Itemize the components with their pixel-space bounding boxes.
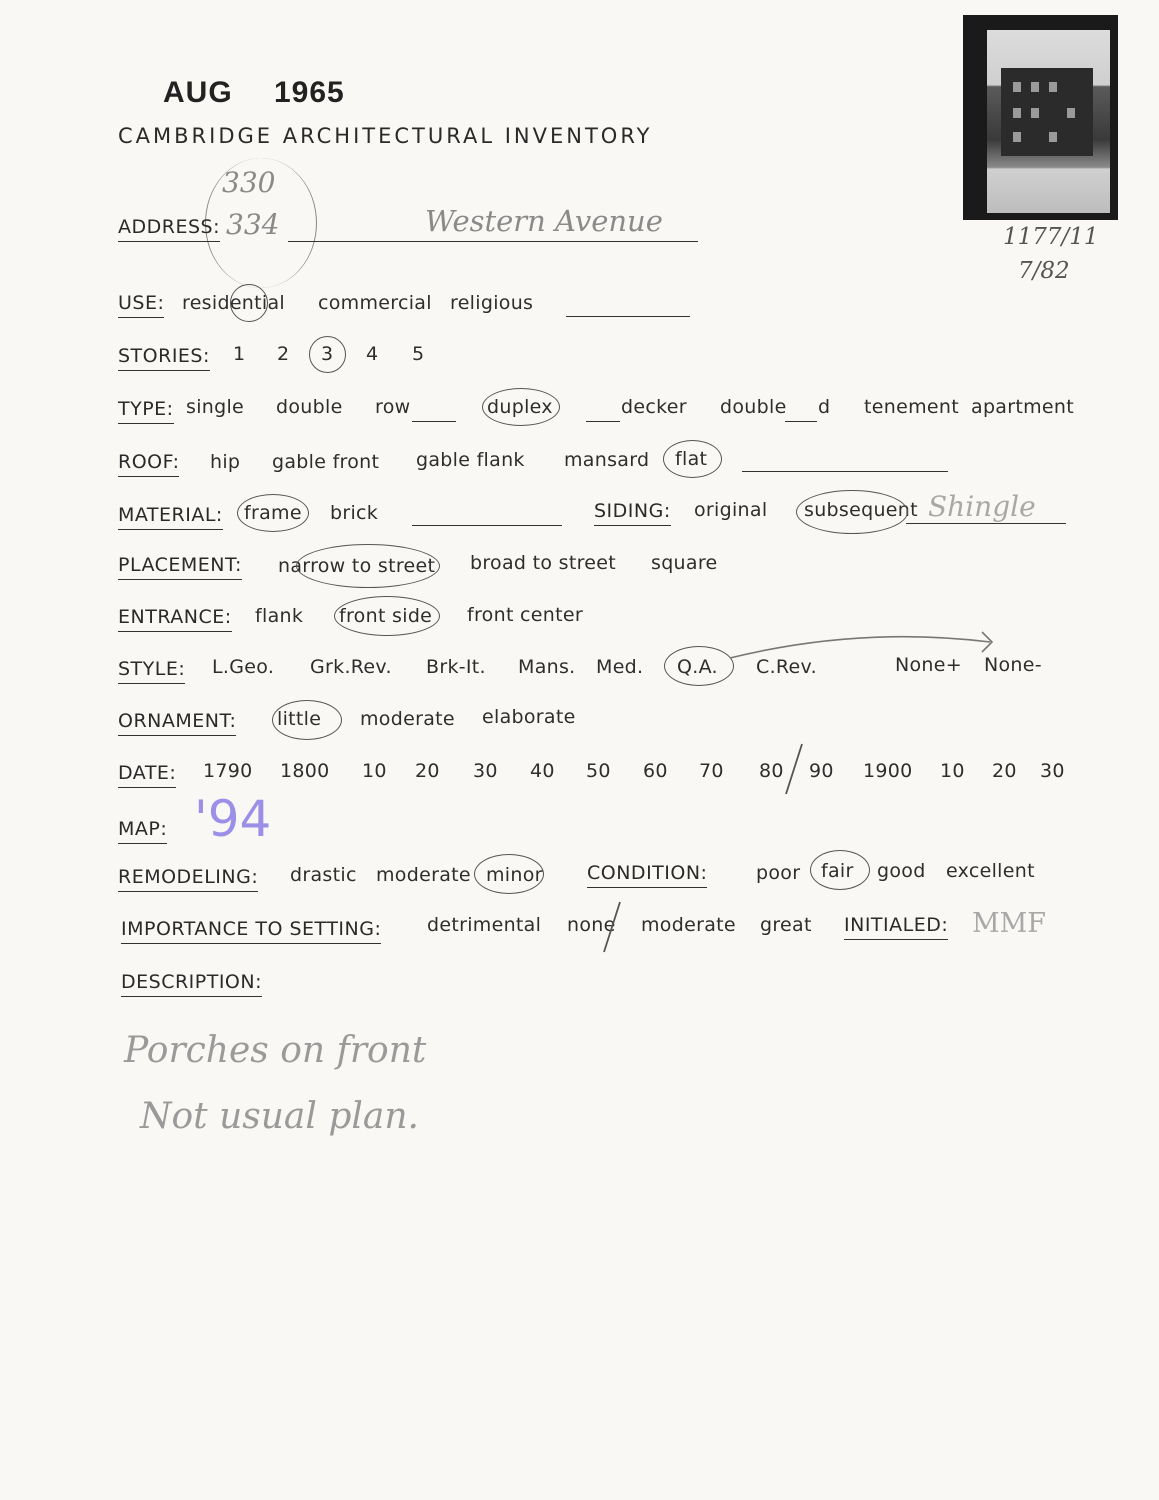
type-double: double (276, 396, 343, 418)
roof-gable-flank: gable flank (416, 449, 525, 471)
placement-label: PLACEMENT: (118, 554, 242, 580)
style-crev: C.Rev. (756, 656, 817, 678)
date-80: 80 (759, 760, 784, 782)
date-30: 30 (473, 760, 498, 782)
date-50: 50 (586, 760, 611, 782)
date-20: 20 (415, 760, 440, 782)
selection-circle (796, 490, 908, 534)
date-1900: 1900 (863, 760, 913, 782)
style-med: Med. (596, 656, 644, 678)
selection-circle (272, 700, 342, 740)
date-1910: 10 (940, 760, 965, 782)
building-photo (963, 15, 1118, 220)
stories-label: STORIES: (118, 345, 210, 371)
use-residential: residential (182, 292, 286, 314)
type-decker-line (586, 420, 620, 422)
roof-mansard: mansard (564, 449, 650, 471)
remodeling-moderate: moderate (376, 864, 471, 886)
siding-subsequent: subsequent (804, 499, 918, 521)
date-1790: 1790 (203, 760, 253, 782)
address-number-lower: 334 (226, 208, 280, 241)
condition-label: CONDITION: (587, 862, 707, 888)
address-number-upper: 330 (222, 166, 276, 199)
remodeling-label: REMODELING: (118, 866, 258, 892)
style-label: STYLE: (118, 658, 185, 684)
condition-excellent: excellent (946, 860, 1035, 882)
importance-moderate: moderate (641, 914, 736, 936)
use-other-line (566, 315, 690, 317)
importance-detrimental: detrimental (427, 914, 542, 936)
address-line (288, 240, 698, 242)
stories-4: 4 (366, 343, 379, 365)
description-label: DESCRIPTION: (121, 971, 262, 997)
type-label: TYPE: (118, 398, 174, 424)
selection-circle (296, 544, 440, 588)
ornament-moderate: moderate (360, 708, 455, 730)
use-commercial: commercial (318, 292, 432, 314)
ornament-little: little (277, 708, 322, 730)
style-brkit: Brk-It. (426, 656, 486, 678)
style-lgeo: L.Geo. (212, 656, 275, 678)
roof-label: ROOF: (118, 451, 179, 477)
date-70: 70 (699, 760, 724, 782)
ornament-label: ORNAMENT: (118, 710, 236, 736)
type-duplex: duplex (487, 396, 553, 418)
importance-slash-mark (598, 898, 626, 958)
style-mans: Mans. (518, 656, 576, 678)
address-street: Western Avenue (425, 204, 663, 238)
siding-value: Shingle (928, 490, 1036, 523)
date-1920: 20 (992, 760, 1017, 782)
importance-label: IMPORTANCE TO SETTING: (121, 918, 381, 944)
entrance-flank: flank (255, 605, 304, 627)
stories-5: 5 (412, 343, 425, 365)
selection-circle (309, 336, 346, 373)
placement-broad: broad to street (470, 552, 617, 574)
description-line-2: Not usual plan. (140, 1096, 419, 1137)
condition-fair: fair (821, 860, 854, 882)
ref-number: 1177/11 (1003, 224, 1099, 250)
placement-square: square (651, 552, 718, 574)
style-none-plus: None+ (895, 654, 962, 676)
use-religious: religious (450, 292, 534, 314)
placement-narrow: narrow to street (278, 555, 436, 577)
entrance-front-side: front side (339, 605, 433, 627)
date-label: DATE: (118, 762, 176, 788)
form-title: CAMBRIDGE ARCHITECTURAL INVENTORY (118, 124, 653, 148)
date-60: 60 (643, 760, 668, 782)
selection-circle (474, 854, 544, 894)
type-double-d-line (785, 420, 817, 422)
type-tenement: tenement (864, 396, 959, 418)
condition-poor: poor (756, 862, 801, 884)
form-month: AUG (163, 76, 233, 109)
roof-other-line (742, 470, 948, 472)
material-label: MATERIAL: (118, 504, 223, 530)
style-grkrev: Grk.Rev. (310, 656, 392, 678)
importance-great: great (760, 914, 812, 936)
material-other-line (412, 524, 562, 526)
roof-hip: hip (210, 451, 241, 473)
type-apartment: apartment (971, 396, 1074, 418)
selection-circle (482, 388, 560, 426)
date-90: 90 (809, 760, 834, 782)
roof-flat: flat (675, 448, 708, 470)
date-1800: 1800 (280, 760, 330, 782)
type-double-d: double (720, 396, 787, 418)
description-line-1: Porches on front (124, 1030, 427, 1071)
condition-good: good (877, 860, 926, 882)
style-none-minus: None- (984, 654, 1042, 676)
ornament-elaborate: elaborate (482, 706, 576, 728)
style-qa: Q.A. (677, 656, 718, 678)
stories-2: 2 (277, 343, 290, 365)
ref-date: 7/82 (1018, 258, 1070, 284)
stories-3: 3 (321, 343, 334, 365)
importance-none: none (567, 914, 616, 936)
initialed-value: MMF (972, 908, 1047, 939)
address-label: ADDRESS: (118, 216, 220, 242)
map-label: MAP: (118, 818, 167, 844)
siding-label: SIDING: (594, 500, 671, 526)
initialed-label: INITIALED: (844, 914, 948, 940)
style-arrow (720, 628, 1020, 668)
entrance-label: ENTRANCE: (118, 606, 232, 632)
house-image (1001, 68, 1093, 156)
date-slash-mark (782, 742, 806, 798)
material-frame: frame (244, 502, 302, 524)
selection-circle (810, 850, 870, 890)
date-1930: 30 (1040, 760, 1065, 782)
type-d: d (818, 396, 831, 418)
map-value: '94 (194, 790, 272, 848)
type-row: row (375, 396, 411, 418)
selection-circle (334, 596, 440, 636)
selection-circle (230, 284, 268, 322)
type-row-line (412, 420, 456, 422)
stories-1: 1 (233, 343, 246, 365)
roof-gable-front: gable front (272, 451, 380, 473)
date-10: 10 (362, 760, 387, 782)
material-brick: brick (330, 502, 379, 524)
form-year: 1965 (274, 76, 345, 109)
date-40: 40 (530, 760, 555, 782)
use-label: USE: (118, 292, 164, 318)
entrance-front-center: front center (467, 604, 583, 626)
selection-circle (663, 440, 722, 478)
type-decker: decker (621, 396, 687, 418)
selection-circle (237, 494, 309, 532)
remodeling-minor: minor (486, 864, 543, 886)
type-single: single (186, 396, 245, 418)
siding-original: original (694, 499, 768, 521)
remodeling-drastic: drastic (290, 864, 357, 886)
